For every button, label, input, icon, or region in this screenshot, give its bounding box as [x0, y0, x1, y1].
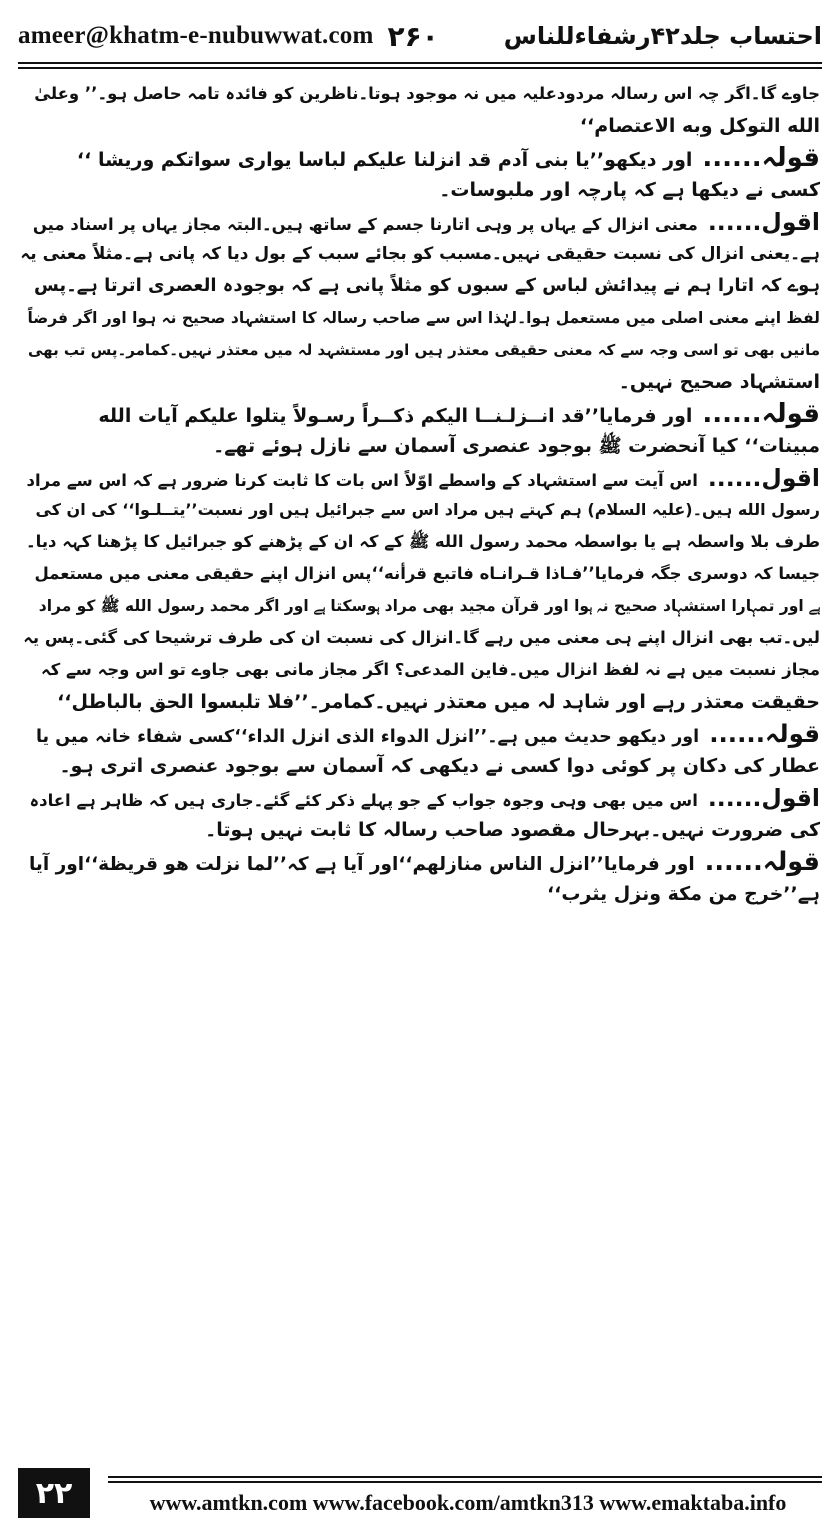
- text-line: [20, 398, 820, 430]
- text-line: [20, 462, 820, 494]
- text-line: [20, 142, 820, 174]
- text-line: [20, 622, 820, 654]
- text-line: [20, 270, 820, 302]
- line-keyword: اقول......: [707, 464, 820, 492]
- text-line: [20, 526, 820, 558]
- text-line: [20, 238, 820, 270]
- line-text: جاوے گا۔اگر چہ اس رسالہ مردودعلیہ میں نہ موجود ہوتا۔ناظرین کو فائدہ تامہ حاصل ہو۔’’ وعلیٰ: [34, 84, 820, 103]
- line-text: ہے اور تمہارا استشہاد صحیح نہ ہوا اور قرآن مجید بھی مراد ہوسکتا ہے اور اگر محمد رسول الله ﷺ کو مراد: [38, 597, 820, 615]
- text-line: [20, 78, 820, 110]
- text-line: [20, 110, 820, 142]
- line-text: لیں۔تب بھی انزال اپنے ہی معنی میں رہے گا۔انزال کی نسبت ان کی طرف ترشیحا کی گئی۔پس یہ: [23, 628, 820, 647]
- line-text: جیسا کہ دوسری جگہ فرمایا’’فـاذا قـرانـاه فاتبع قرأنه‘‘پس انزال اپنے حقیقی معنی میں مستعمل: [34, 564, 820, 583]
- body-text: [20, 78, 820, 910]
- text-line: [20, 654, 820, 686]
- line-text: حقیقت معتذر رہے اور شاہد لہ میں معتذر نہیں۔کمامر۔’’فلا تلبسوا الحق بالباطل‘‘: [57, 691, 820, 713]
- line-text: مجاز نسبت میں ہے نہ لفظ انزال میں۔فاین المدعی؟ اگر مجاز مانی بھی جاوے تو اس وجہ سے کہ: [40, 660, 820, 679]
- text-line: [20, 430, 820, 462]
- header-rule-top: [18, 62, 822, 64]
- line-text: ہے’’خرج من مكة ونزل يثرب‘‘: [546, 883, 820, 905]
- line-text: کسی نے دیکھا ہے کہ پارچہ اور ملبوسات۔: [439, 179, 820, 201]
- text-line: [20, 558, 820, 590]
- line-text: ہے۔یعنی انزال کی نسبت حقیقی نہیں۔مسبب کو بجائے سبب کے بول دیا کہ پانی ہے۔مثلاً معنی یہ: [20, 244, 820, 264]
- line-text: مبینات‘‘ کیا آنحضرت ﷺ بوجود عنصری آسمان سے نازل ہوئے تھے۔: [213, 435, 820, 457]
- footer-urls: www.amtkn.com www.facebook.com/amtkn313 www.emaktaba.info: [149, 1490, 787, 1515]
- line-text: اور فرمایا’’انزل الناس منازلهم‘‘اور آیا ہے کہ’’لما نزلت هو قريظة‘‘اور آیا: [28, 854, 695, 875]
- line-text: اور دیکھو’’یا بنی آدم قد انزلنا علیکم لباسا یواری سواتکم وریشا ‘‘: [76, 149, 693, 171]
- line-keyword: قولہ......: [702, 399, 820, 429]
- line-keyword: اقول......: [707, 784, 820, 812]
- line-keyword: اقول......: [707, 208, 820, 236]
- line-text: کی ضرورت نہیں۔بہرحال مقصود صاحب رسالہ کا ثابت نہیں ہوتا۔: [205, 819, 820, 841]
- text-line: [20, 174, 820, 206]
- line-text: لفظ اپنے معنی اصلی میں مستعمل ہوا۔لہٰذا اس سے صاحب رسالہ کا استشہاد صحیح نہ ہوا اور اگر فرضاً: [27, 309, 820, 327]
- footer-page-badge: ۲۲: [18, 1468, 90, 1518]
- header-rule-bottom: [18, 67, 822, 69]
- line-text: اور دیکھو حدیث میں ہے۔’’انزل الدواء الذی انزل الداء‘‘کسی شفاء خانہ میں یا: [35, 727, 700, 747]
- line-text: مانیں بھی تو اسی وجہ سے کہ معنی حقیقی معتذر ہیں اور مستشہد لہ میں معتذر نہیں۔کمامر۔پس تب بھی: [27, 341, 820, 359]
- text-line: [20, 494, 820, 526]
- text-line: [20, 814, 820, 846]
- footer-rule-top: [108, 1476, 822, 1478]
- header-title: احتساب جلد۴۲رشفاءللناس: [503, 22, 822, 50]
- text-line: [20, 878, 820, 910]
- line-text: اس میں بھی وہی وجوہ جواب کے جو پہلے ذکر کئے گئے۔جاری ہیں کہ ظاہر ہے اعادہ: [29, 791, 698, 810]
- header-page-number: ۲۶۰: [387, 19, 439, 53]
- line-text: اس آیت سے استشہاد کے واسطے اوّلاً اس بات کا ثابت کرنا ضرور ہے کہ اس سے مراد: [26, 471, 698, 490]
- line-text: معنی انزال کے یہاں پر وہی اتارنا جسم کے ساتھ ہیں۔البتہ مجاز یہاں پر اسناد میں: [32, 215, 698, 234]
- text-line: [20, 846, 820, 878]
- text-line: [20, 718, 820, 750]
- line-text: استشہاد صحیح نہیں۔: [618, 371, 820, 393]
- page-footer: [18, 1468, 822, 1524]
- text-line: [20, 686, 820, 718]
- page-header: [18, 14, 822, 58]
- line-text: الله التوكل وبه الاعتصام‘‘: [579, 115, 820, 137]
- line-text: رسول الله ہیں۔(علیہ السلام) ہم کہتے ہیں مراد اس سے جبرائیل ہیں اور نسبت’’یتــلـوا‘‘ کی ان کی: [35, 500, 820, 519]
- text-line: [20, 366, 820, 398]
- text-line: [20, 206, 820, 238]
- line-keyword: قولہ......: [709, 719, 820, 748]
- text-line: [20, 750, 820, 782]
- line-text: اور فرمایا’’قد انــزلـنــا الیکم ذکــراً رسـولاً یتلوا علیکم آیات الله: [98, 405, 693, 427]
- text-line: [20, 782, 820, 814]
- line-keyword: قولہ......: [704, 847, 820, 877]
- footer-rule-bottom: [108, 1481, 822, 1483]
- header-email: ameer@khatm-e-nubuwwat.com: [18, 22, 374, 49]
- header-left: [18, 20, 439, 53]
- line-text: عطار کی دکان پر کوئی دوا کسی نے دیکھی کہ آسمان سے بوجود عنصری اتری ہو۔: [59, 755, 820, 777]
- line-text: ہوے کہ اتارا ہم نے پیدائش لباس کے سبوں کو مثلاً پانی ہے کہ بوجودہ العصری اترتا ہے۔پس: [33, 275, 820, 296]
- text-line: [20, 334, 820, 366]
- text-line: [20, 590, 820, 622]
- text-line: [20, 302, 820, 334]
- line-keyword: قولہ......: [702, 143, 820, 173]
- line-text: طرف بلا واسطہ ہے یا بواسطہ محمد رسول الله ﷺ کے کہ ان کے پڑھنے کو جبرائیل کا پڑھنا کہہ دیا۔: [25, 532, 820, 551]
